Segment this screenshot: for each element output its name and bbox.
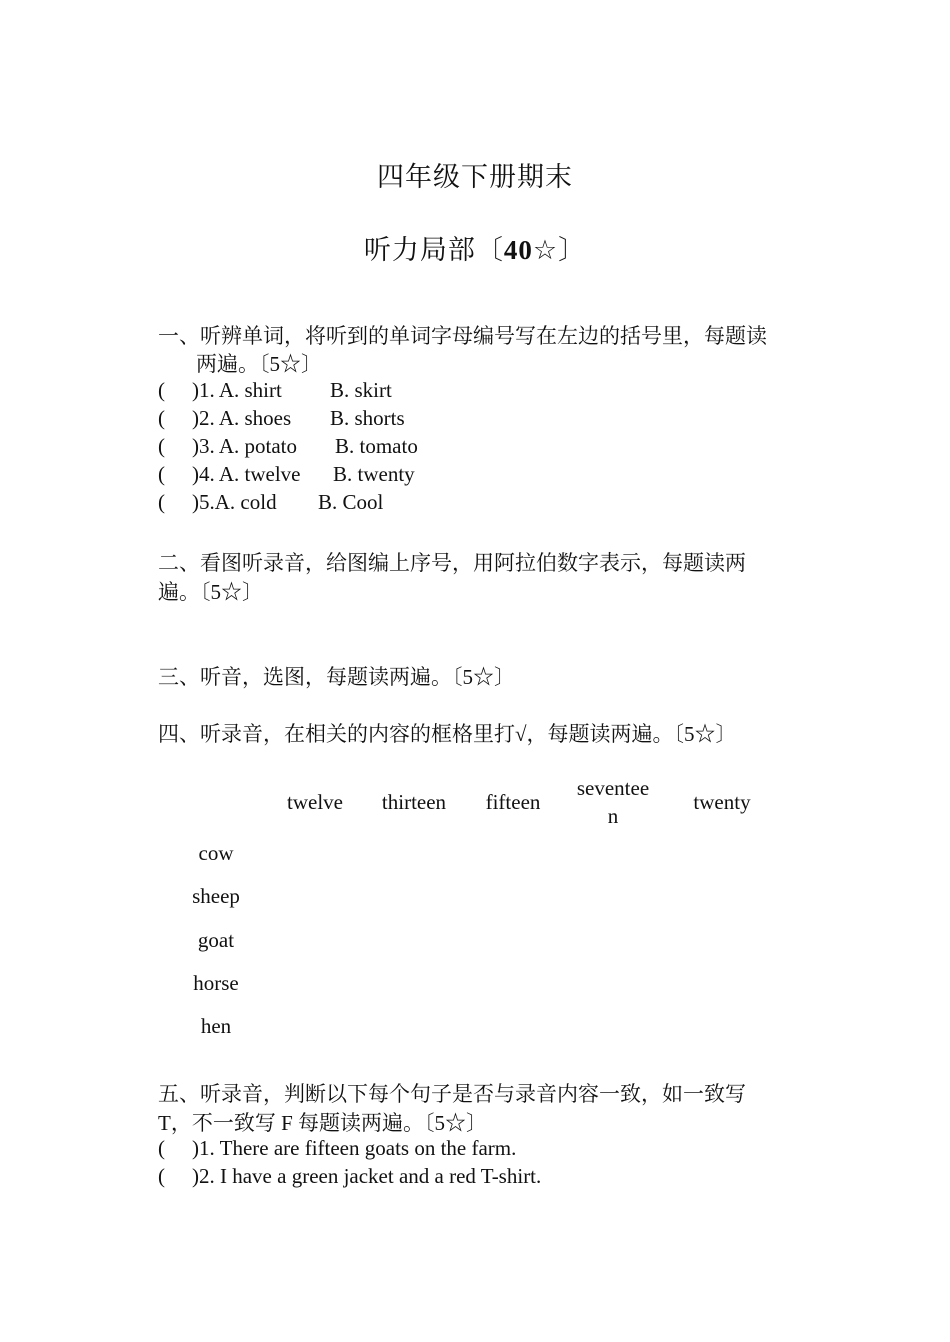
subtitle-prefix: 听力局部〔 [363, 235, 504, 265]
statement-row [158, 1136, 516, 1161]
option-b: B. tomato [335, 434, 418, 458]
option-b: B. shorts [330, 406, 405, 430]
answer-bracket[interactable]: ( [158, 490, 165, 514]
column-header-wrap: n [607, 804, 619, 828]
question-row [158, 406, 405, 431]
answer-bracket[interactable]: ( [158, 406, 165, 430]
listening-section-title [0, 228, 950, 267]
subtitle-suffix: ☆〕 [532, 235, 587, 265]
row-header: horse [193, 971, 239, 995]
option-b: B. Cool [318, 490, 384, 514]
section1-instruction: 一、听辨单词，将听到的单词字母编号写在左边的括号里，每题读 [158, 324, 767, 348]
section1-instruction-cont: 两遍。〔5☆〕 [196, 352, 322, 376]
answer-bracket[interactable]: ( [158, 434, 165, 458]
statement-row [158, 1164, 541, 1189]
column-header: fifteen [485, 790, 541, 814]
row-header: goat [197, 928, 235, 952]
answer-bracket[interactable]: ( [158, 1136, 165, 1160]
column-header: twelve [287, 790, 343, 814]
option-b: B. twenty [333, 462, 415, 486]
question-row [158, 378, 392, 403]
section5-instruction: 五、听录音，判断以下每个句子是否与录音内容一致，如一致写 [158, 1082, 746, 1106]
section5-instruction-cont: T，不一致写 F 每题读两遍。〔5☆〕 [158, 1111, 488, 1135]
subtitle-score: 40 [503, 235, 533, 265]
row-header: cow [198, 841, 234, 865]
answer-bracket[interactable]: ( [158, 1164, 165, 1188]
row-header: hen [200, 1014, 232, 1038]
answer-bracket[interactable]: ( [158, 378, 165, 402]
question-row [158, 462, 415, 487]
column-header: twenty [693, 790, 751, 814]
section3-instruction: 三、听音，选图，每题读两遍。〔5☆〕 [158, 665, 515, 689]
question-row [158, 490, 383, 515]
answer-bracket[interactable]: ( [158, 462, 165, 486]
section4-instruction: 四、听录音，在相关的内容的框格里打√，每题读两遍。〔5☆〕 [158, 722, 737, 746]
row-header: sheep [192, 884, 240, 908]
option-a: )3. A. potato [192, 434, 297, 458]
question-row [158, 434, 418, 459]
page-title: 四年级下册期末 [377, 162, 573, 192]
column-header: seventee [576, 776, 650, 800]
option-a: )1. A. shirt [192, 378, 282, 402]
statement-text: )2. I have a green jacket and a red T-shirt. [192, 1164, 542, 1188]
section2-instruction: 二、看图听录音，给图编上序号，用阿拉伯数字表示，每题读两 [158, 551, 746, 575]
option-b: B. skirt [330, 378, 392, 402]
option-a: )5.A. cold [192, 490, 277, 514]
section2-instruction-cont: 遍。〔5☆〕 [158, 580, 263, 604]
option-a: )4. A. twelve [192, 462, 301, 486]
column-header: thirteen [381, 790, 447, 814]
option-a: )2. A. shoes [192, 406, 292, 430]
statement-text: )1. There are fifteen goats on the farm. [192, 1136, 517, 1160]
